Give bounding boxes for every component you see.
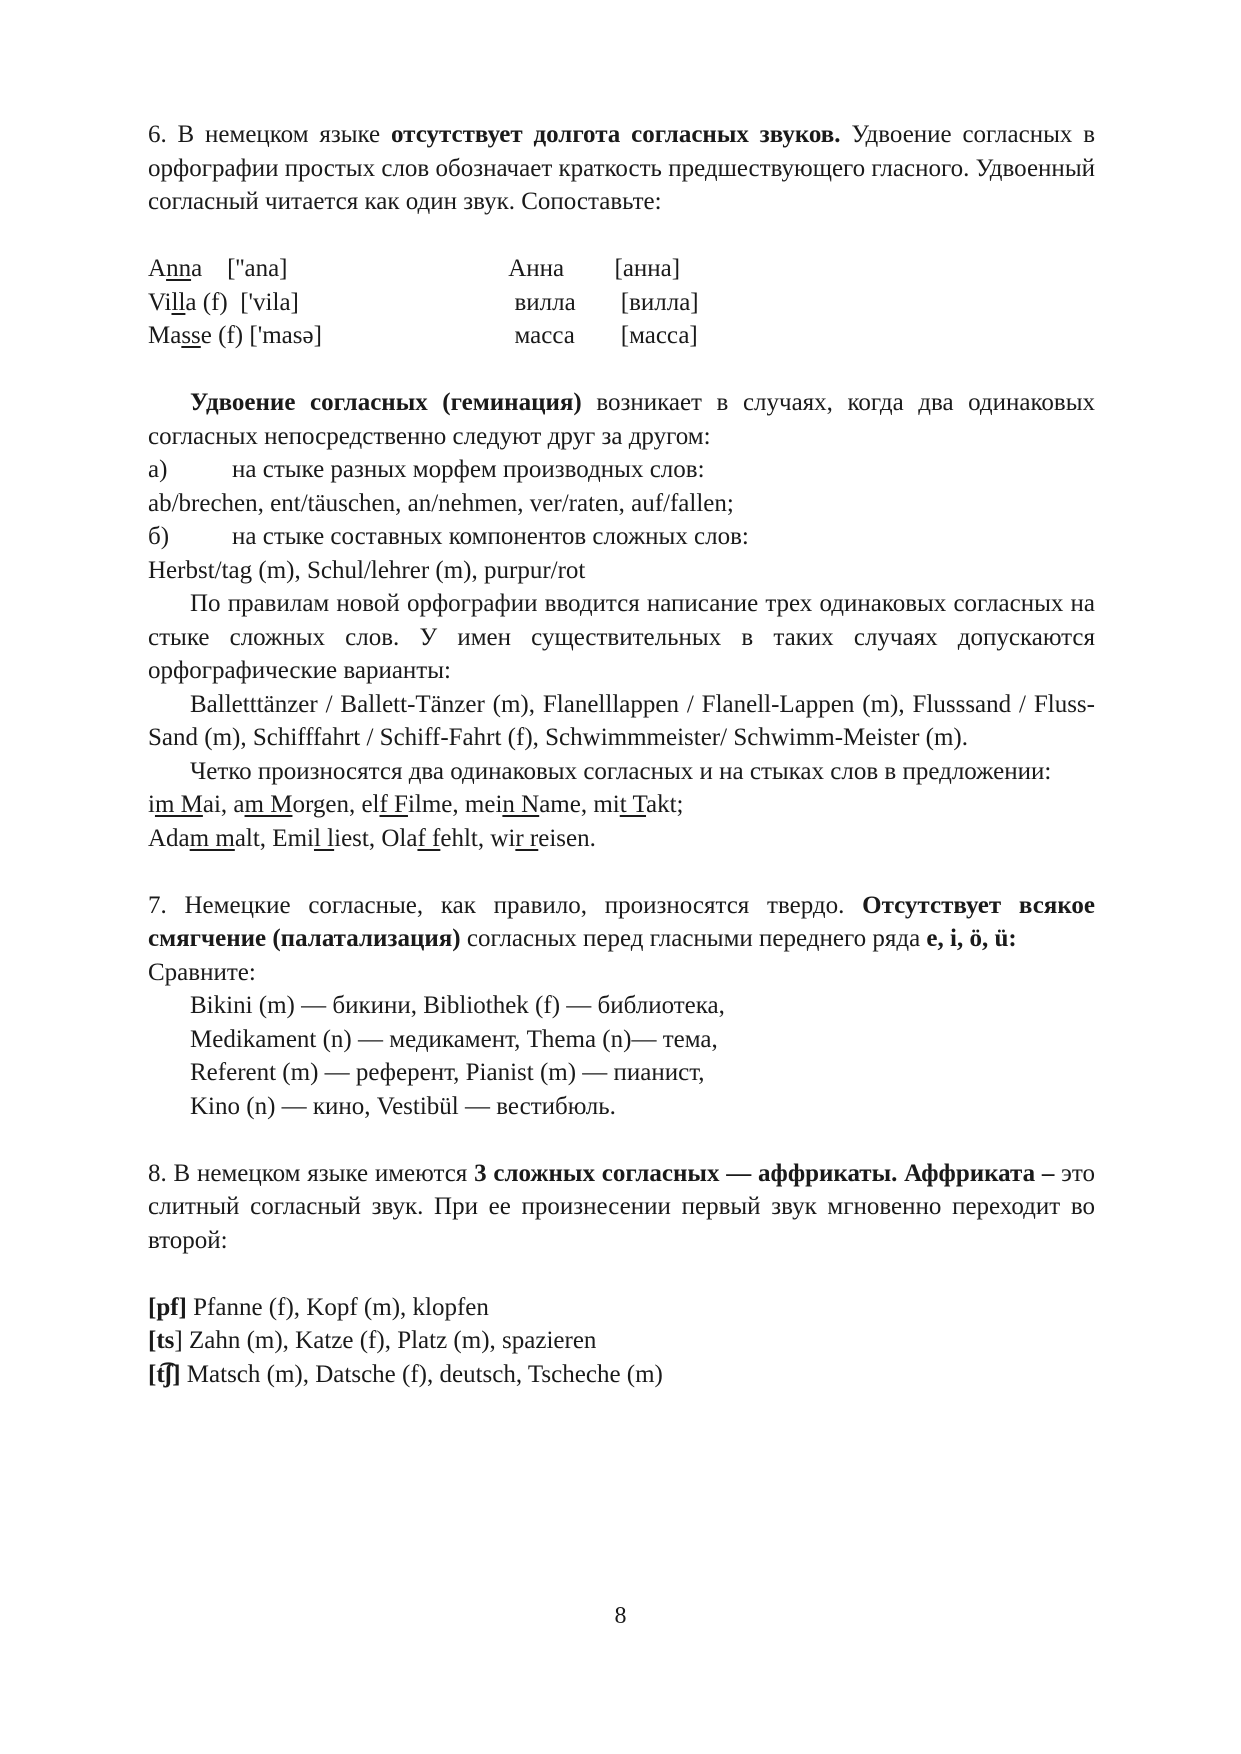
example-line: Bikini (m) — бикини, Bibliothek (f) — библиотека, xyxy=(190,992,725,1019)
word-part: Ma xyxy=(148,322,182,349)
section-6-intro xyxy=(148,118,1095,219)
compare-label: Сравните: xyxy=(148,958,256,986)
clear-pronunciation-paragraph: Четко произносятся два одинаковых согласных и на стыках слов в предложении: xyxy=(190,757,1052,785)
underlined-letters: t T xyxy=(619,791,647,818)
examples-line-2 xyxy=(148,822,1095,856)
affricate-examples: Zahn (m), Katze (f), Platz (m), spazieren xyxy=(182,1327,597,1354)
section-7-intro xyxy=(148,889,1095,956)
word-part: e (f) ['masə] xyxy=(200,322,322,349)
russian-word: масса xyxy=(502,322,575,349)
underlined-letters: m m xyxy=(189,824,235,852)
bracket: ] xyxy=(174,1327,183,1354)
text-run: ai, a xyxy=(202,791,245,818)
underlined-letters: f F xyxy=(379,791,408,818)
underlined-letters: f f xyxy=(417,824,441,852)
affricate-line xyxy=(148,1324,1095,1358)
text-run: iest, Ola xyxy=(334,824,418,852)
list-text: на стыке разных морфем производных слов: xyxy=(232,456,705,483)
word-part: a (f) ['vila] xyxy=(185,288,299,316)
underlined-letters: n N xyxy=(502,791,540,818)
page-number: 8 xyxy=(614,1603,627,1629)
bold-term: Отсутствует всякое смягчение (палатализация) xyxy=(148,891,1095,952)
list-marker: а) xyxy=(148,456,168,483)
word-part: Vi xyxy=(148,288,172,316)
text-run: alt, Emi xyxy=(234,824,314,852)
text-run: это слитный согласный звук. При ее произнесении первый звук мгновенно переходит во второй: xyxy=(148,1159,1096,1254)
bold-term: 3 сложных согласных — аффрикаты. Аффриката – xyxy=(474,1159,1055,1187)
text-run: ehlt, wi xyxy=(440,824,516,852)
affricate-examples: Pfanne (f), Kopf (m), klopfen xyxy=(186,1293,489,1321)
text-run: eisen. xyxy=(538,824,596,852)
affricates-list xyxy=(148,1291,1095,1392)
text-run: i xyxy=(148,791,155,818)
word-part: a [''ana] xyxy=(191,255,288,282)
text-run: akt; xyxy=(646,791,684,818)
russian-word: вилла xyxy=(502,288,576,316)
text-run: ilme, mei xyxy=(407,791,503,818)
affricate-line xyxy=(148,1291,1095,1325)
bold-term: e, i, ö, ü: xyxy=(926,925,1017,952)
example-line: Kino (n) — кино, Vestibül — вестибюль. xyxy=(190,1092,616,1120)
variants-paragraph: Balletttänzer / Ballett-Tänzer (m), Flanelllappen / Flanell-Lappen (m), Flusssand / Fluss-Sand (m), Schifffahrt / Schiff-Fahrt (f), Schwimmmeister/ Schwimm-Meister (m). xyxy=(148,690,1095,751)
text-run: согласных перед гласными переднего ряда xyxy=(460,925,927,952)
underlined-letters: m M xyxy=(154,791,203,818)
text-run: 6. В немецком языке xyxy=(148,121,391,148)
russian-transcription: [масса] xyxy=(602,322,698,349)
palatalization-examples xyxy=(148,989,1095,1123)
examples-line-1 xyxy=(148,788,1095,822)
bold-term: отсутствует долгота согласных звуков. xyxy=(390,121,841,148)
examples-line: Herbst/tag (m), Schul/lehrer (m), purpur/rot xyxy=(148,556,586,584)
affricate-symbol: [pf] xyxy=(148,1293,187,1321)
text-run: Удвоение согласных в орфографии простых слов обозначает краткость предшествующего гласного. Удвоенный согласный читается как один звук. Сопоставьте: xyxy=(148,121,1095,215)
new-orthography-paragraph: По правилам новой орфографии вводится написание трех одинаковых согласных на стыке сложных слов. У имен существительных в таких случаях допускаются орфографические варианты: xyxy=(148,590,1095,684)
text-run: Ada xyxy=(148,824,190,852)
underlined-letters: l l xyxy=(313,824,335,852)
russian-word: Анна xyxy=(502,255,565,282)
section-8-intro xyxy=(148,1157,1095,1258)
comparison-row xyxy=(148,319,1095,353)
list-item-a xyxy=(148,453,1095,487)
comparison-row xyxy=(148,286,1095,320)
list-text: на стыке составных компонентов сложных слов: xyxy=(232,523,749,550)
examples-line: ab/brechen, ent/täuschen, an/nehmen, ver/raten, auf/fallen; xyxy=(148,489,734,517)
text-run: orgen, el xyxy=(292,791,380,818)
list-marker: б) xyxy=(148,523,170,550)
gemination-paragraph xyxy=(148,386,1095,453)
affricate-examples: Matsch (m), Datsche (f), deutsch, Tscheche (m) xyxy=(180,1360,663,1388)
text-run: 8. В немецком языке имеются xyxy=(148,1159,475,1187)
underlined-letters: ll xyxy=(171,288,186,316)
word-part: A xyxy=(148,255,167,282)
underlined-letters: nn xyxy=(166,255,192,282)
example-line: Medikament (n) — медикамент, Thema (n)— тема, xyxy=(190,1025,718,1053)
russian-transcription: [анна] xyxy=(602,255,681,282)
affricate-symbol: [t͡ʃ] xyxy=(148,1360,181,1388)
affricate-line xyxy=(148,1358,1095,1392)
text-run: 7. Немецкие согласные, как правило, произносятся твердо. xyxy=(148,891,863,919)
page-content xyxy=(148,118,1095,1391)
comparison-table xyxy=(148,252,1095,353)
text-run: возникает в случаях, когда два одинаковых согласных непосредственно следуют друг за другом: xyxy=(148,389,1095,450)
comparison-row xyxy=(148,252,1095,286)
underlined-letters: m M xyxy=(244,791,293,818)
russian-transcription: [вилла] xyxy=(602,288,699,316)
underlined-letters: r r xyxy=(515,824,539,852)
text-run: ame, mi xyxy=(539,791,620,818)
affricate-symbol: [ts xyxy=(148,1327,175,1354)
underlined-letters: ss xyxy=(181,322,201,349)
example-line: Referent (m) — референт, Pianist (m) — пианист, xyxy=(190,1059,705,1086)
bold-term: Удвоение согласных (геминация) xyxy=(190,389,582,416)
list-item-b xyxy=(148,520,1095,554)
